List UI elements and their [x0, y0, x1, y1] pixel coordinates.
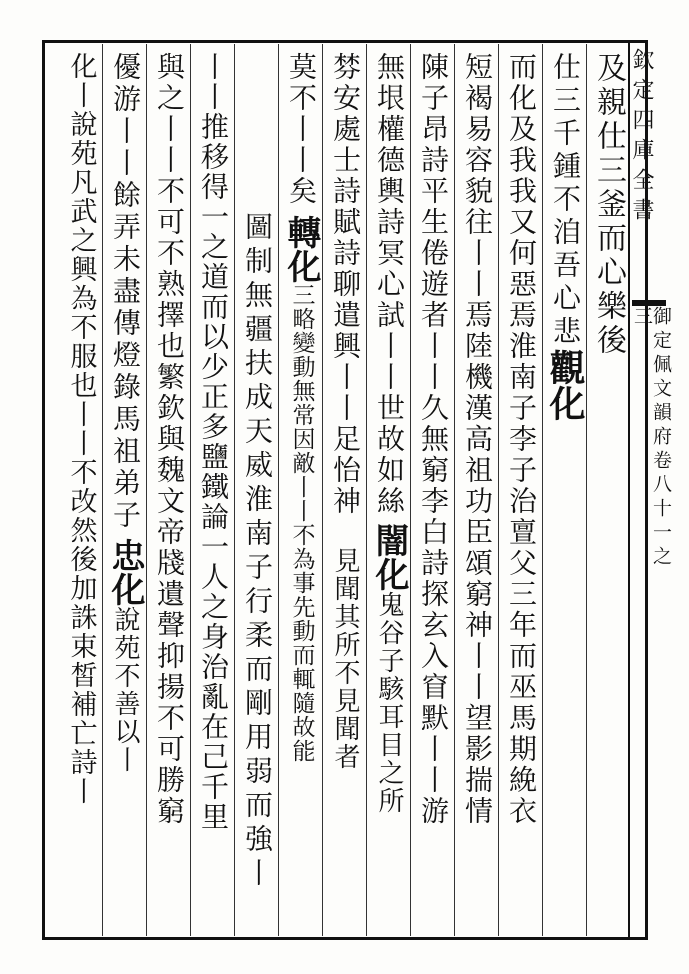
text-column-3	[500, 52, 542, 932]
column-rule	[410, 44, 411, 936]
text-column-5	[412, 52, 454, 932]
column-text: 與之丨丨不可不熟擇也繁欽與魏文帝牋遺聲抑揚不可勝窮	[153, 52, 186, 827]
text-column-1	[588, 52, 628, 932]
column-text: 見聞其所不見聞者	[330, 547, 360, 771]
column-text: 而化及我我又何惡焉淮南子李子治亶父三年而巫馬期絻衣	[505, 52, 538, 827]
column-rule	[322, 44, 323, 936]
column-text: 莫不丨丨矣	[285, 52, 318, 207]
text-column-12-lower	[124, 580, 164, 920]
column-text: 短褐易容貌往丨丨焉陸機漢高祖功臣頌窮神丨丨望影揣情	[461, 52, 494, 827]
text-column-13	[60, 52, 102, 932]
section-label: 御定佩文韻府卷八十一之三	[631, 306, 672, 570]
column-text: 三略變動無常因敵丨丨不為事先動而輒隨故能	[288, 283, 315, 763]
column-text: 無垠權德輿詩冥心試丨丨世故如絲	[373, 52, 406, 517]
column-text: 優游丨丨餘弄未盡傳燈錄馬祖弟子	[109, 52, 142, 532]
column-text: 丨丨推移得一之道而以少正多鹽鐵論一人之身治亂在己千里	[197, 52, 230, 832]
entry-heading: 轉化	[281, 215, 321, 283]
book-title: 欽定四庫全書	[629, 48, 654, 228]
text-column-4	[456, 52, 498, 932]
column-text: 及親仕三釜而心樂後	[591, 52, 626, 358]
column-rule	[190, 44, 191, 936]
column-text: 化丨說苑凡武之興為不服也丨丨不改然後加誅束皙補亡詩丨	[65, 52, 97, 806]
column-text: 仕三千鍾不洎吾心悲	[549, 52, 582, 349]
column-rule	[454, 44, 455, 936]
text-column-9	[236, 52, 278, 932]
entry-heading: 忠化	[105, 538, 145, 606]
section-header	[631, 300, 672, 586]
column-rule	[498, 44, 499, 936]
column-text: 圖制無疆扶成天威淮南子行柔而剛用弱而強丨	[241, 212, 274, 892]
column-rule	[542, 44, 543, 936]
text-column-8	[280, 52, 322, 932]
column-text: 陳子昂詩平生倦遊者丨丨久無窮李白詩探玄入窅默丨丨游	[417, 52, 450, 827]
column-text: 鬼谷子駭耳目之所	[374, 591, 404, 815]
spacer	[60, 470, 102, 471]
column-rule	[586, 44, 587, 936]
entry-heading: 闇化	[369, 523, 409, 591]
text-column-7	[324, 52, 366, 932]
column-rule	[366, 44, 367, 936]
text-column-2	[544, 52, 586, 932]
column-text: 說苑不善以丨	[110, 606, 140, 774]
column-rule	[102, 44, 103, 936]
entry-heading: 觀化	[544, 349, 586, 421]
column-rule	[278, 44, 279, 936]
column-rule	[234, 44, 235, 936]
text-column-10	[192, 52, 234, 932]
column-text: 棼安處士詩賦詩聊遣興丨丨足怡神	[329, 52, 362, 517]
text-column-6	[368, 52, 410, 932]
